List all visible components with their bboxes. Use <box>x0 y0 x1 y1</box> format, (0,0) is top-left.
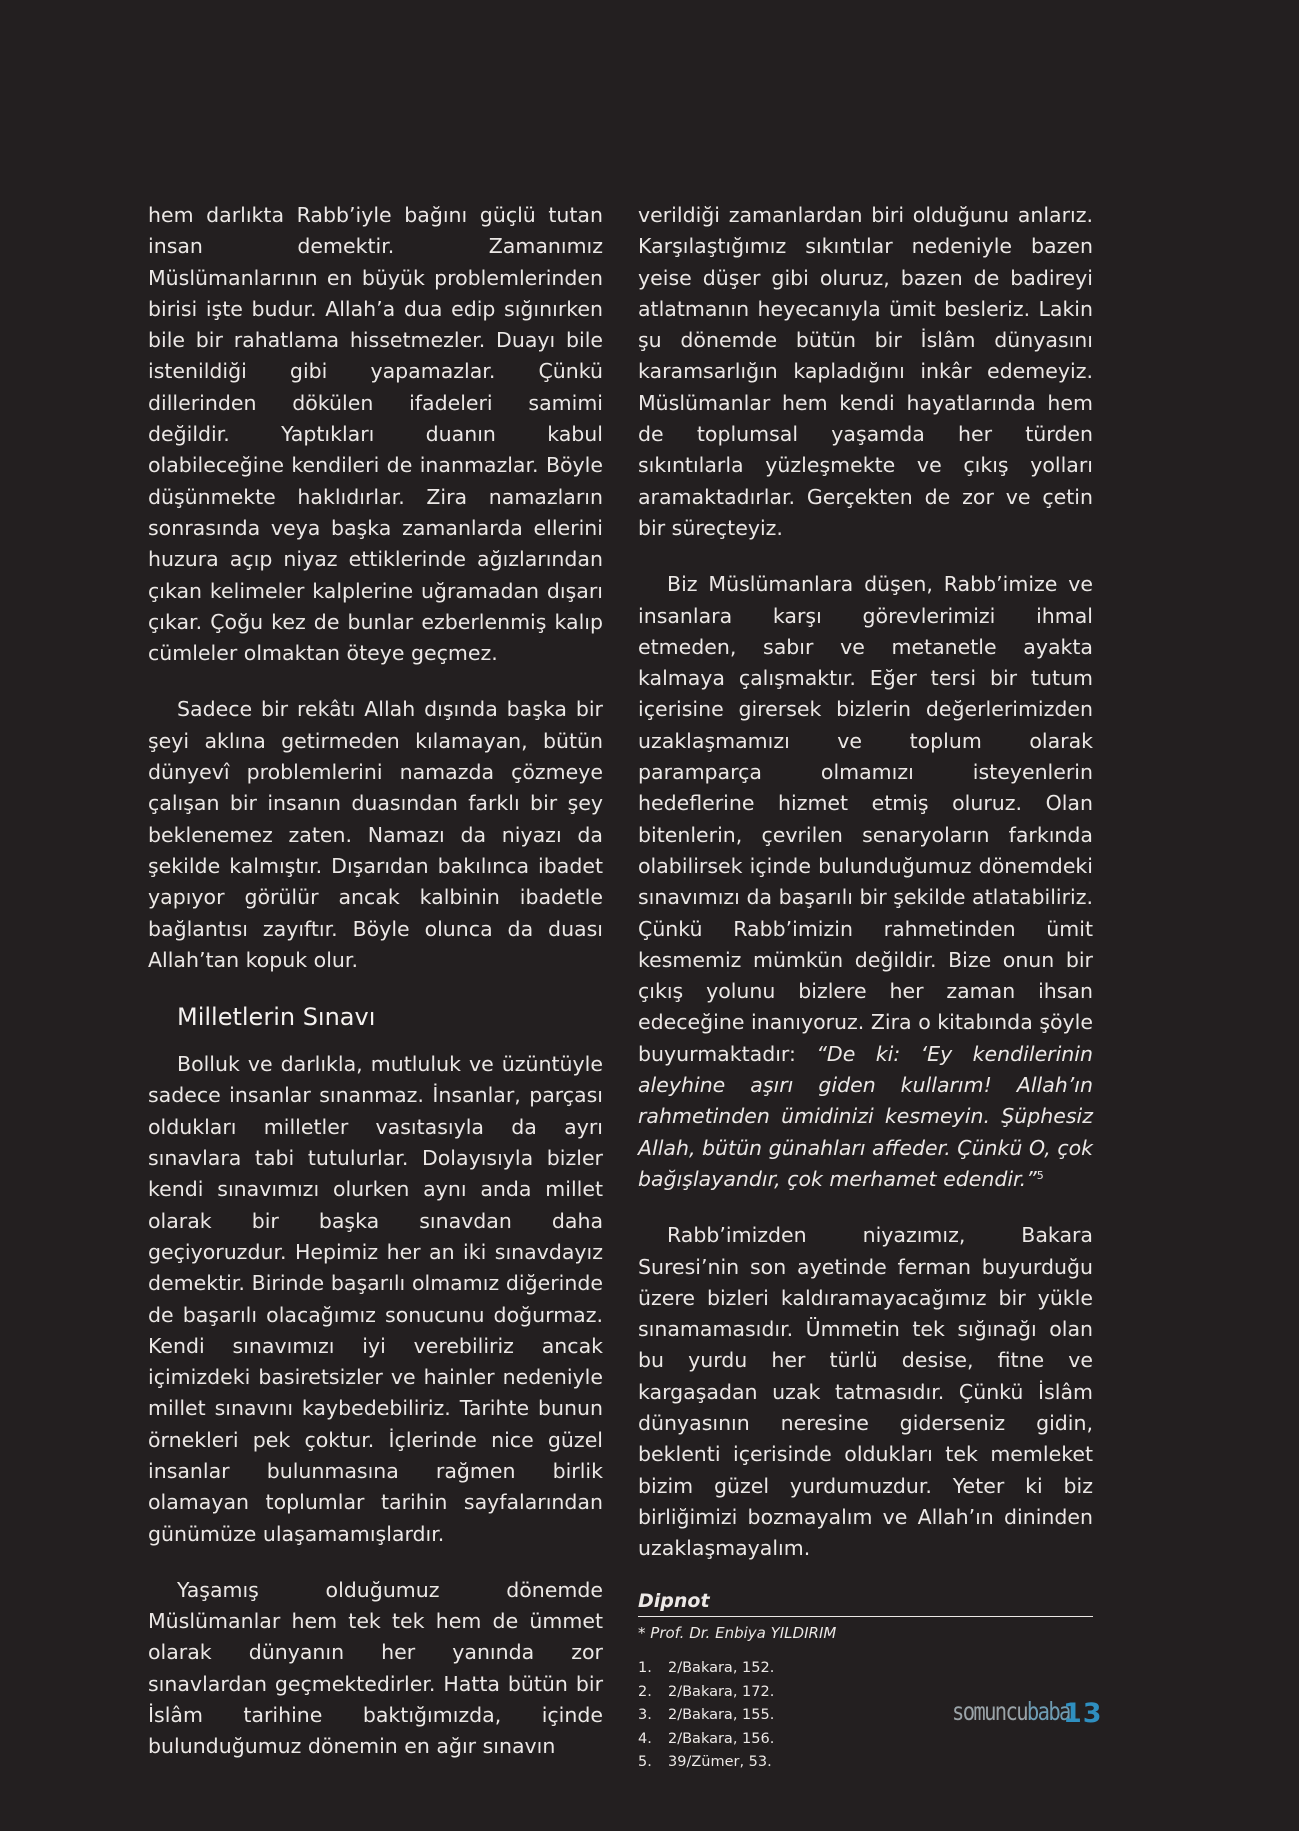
footnote-item <box>638 1728 1093 1752</box>
brand-part-1: somuncu <box>952 1697 1027 1726</box>
footnote-number: 2. <box>638 1683 652 1700</box>
author-note: * Prof. Dr. Enbiya YILDIRIM <box>638 1624 837 1643</box>
footnote-text: 2/Bakara, 156. <box>668 1730 775 1747</box>
footnotes <box>638 1587 1093 1775</box>
paragraph-text: Biz Müslümanlara düşen, Rabb’imize ve insanlara karşı görevlerimizi ihmal etmeden, sabır ve metanetle ayakta kalmaya çalışmaktır. Eğer tersi bir tutum içerisine girersek bizlerin değerlerimizden uzaklaşmamızı ve toplum olarak paramparça olmamızı isteyenlerin hedeflerine hizmet etmiş oluruz. Olan bitenlerin, çevrilen senaryoların farkında olabilirsek içinde bulunduğumuz dönemdeki sınavımızı da başarılı bir şekilde atlatabiliriz. Çünkü Rabb’imizin rahmetinden ümit kesmemiz mümkün değildir. Bize onun bir çıkış yolunu bizlere her zaman ihsan edeceğine inanıyoruz. Zira o kitabında şöyle buyurmaktadır: <box>638 572 1093 1066</box>
brand-part-2: baba <box>1026 1697 1070 1726</box>
paragraph: Yaşamış olduğumuz dönemde Müslümanlar hem tek tek hem de ümmet olarak dünyanın her yanında zor sınavlardan geçmektedirler. Hatta bütün bir İslâm tarihine baktığımızda, içinde bulunduğumuz dönemin en ağır sınavın <box>148 1577 603 1759</box>
quran-quote: “De ki: ‘Ey kendilerinin aleyhine aşırı giden kullarım! Allah’ın rahmetinden ümidinizi kesmeyin. Şüphesiz Allah, bütün günahları affeder. Çünkü O, çok bağışlayandır, çok merhamet edendir.” <box>638 1041 1093 1191</box>
paragraph: verildiği zamanlardan biri olduğunu anlarız. Karşılaştığımız sıkıntılar nedeniyle bazen yeise düşer gibi oluruz, bazen de badireyi atlatmanın heyecanıyla ümit besleriz. Lakin şu dönemde bütün bir İslâm dünyasını karamsarlığın kapladığını inkâr edemeyiz. Müslümanlar hem kendi hayatlarında hem de toplumsal yaşamda her türden sıkıntılarla yüzleşmekte ve çıkış yolları aramaktadırlar. Gerçekten de zor ve çetin bir süreçteyiz. <box>638 203 1093 540</box>
footnote-number: 3. <box>638 1707 652 1724</box>
footnote-text: 39/Zümer, 53. <box>668 1754 772 1771</box>
footnotes-title: Dipnot <box>638 1587 1093 1617</box>
paragraph: hem darlıkta Rabb’iyle bağını güçlü tutan insan demektir. Zamanımız Müslümanlarının en büyük problemlerinden birisi işte budur. Allah’a dua edip sığınırken bile bir rahatlama hissetmezler. Duayı bile istenildiği gibi yapamazlar. Çünkü dillerinden dökülen ifadeleri samimi değildir. Yaptıkları duanın kabul olabileceğine kendileri de inanmazlar. Böyle düşünmekte haklıdırlar. Zira namazların sonrasında veya başka zamanlarda ellerini huzura açıp niyaz ettiklerinde ağızlarından çıkan kelimeler kalplerine uğramadan dışarı çıkar. Çoğu kez de bunlar ezberlenmiş kalıp cümleler olmaktan öteye geçmez. <box>148 203 603 666</box>
magazine-brand <box>952 1697 1070 1726</box>
footnote-number: 5. <box>638 1754 652 1771</box>
right-column <box>638 200 1093 1775</box>
footnote-item <box>638 1657 1093 1681</box>
section-heading: Milletlerin Sınavı <box>177 1003 376 1032</box>
page-number: 13 <box>1063 1698 1103 1729</box>
paragraph: Bolluk ve darlıkla, mutluluk ve üzüntüyle sadece insanlar sınanmaz. İnsanlar, parçası oldukları milletler vasıtasıyla da ayrı sınavlara tabi tutulurlar. Dolayısıyla bizler kendi sınavımızı olurken aynı anda millet olarak bir başka sınavdan daha geçiyoruzdur. Hepimiz her an iki sınavdayız demektir. Birinde başarılı olmamız diğerinde de başarılı olacağımız sonucunu doğurmaz. Kendi sınavımızı iyi verebiliriz ancak içimizdeki basiretsizler ve hainler nedeniyle millet sınavını kaybedebiliriz. Tarihte bunun örnekleri pek çoktur. İçlerinde nice güzel insanlar bulunmasına rağmen birlik olamayan toplumlar tarihin sayfalarından günümüze ulaşamamışlardır. <box>148 1052 603 1546</box>
footnote-number: 4. <box>638 1730 652 1747</box>
footnote-text: 2/Bakara, 155. <box>668 1707 775 1724</box>
paragraph: Rabb’imizden niyazımız, Bakara Suresi’nin son ayetinde ferman buyurduğu üzere bizleri kaldıramayacağımız bir yükle sınamamasıdır. Ümmetin tek sığınağı olan bu yurdu her türlü desise, fitne ve kargaşadan uzak tatmasıdır. Çünkü İslâm dünyasının neresine giderseniz gidin, beklenti içerisinde oldukları tek memleket bizim güzel yurdumuzdur. Yeter ki biz birliğimizi bozmayalım ve Allah’ın dininden uzaklaşmayalım. <box>638 1223 1093 1561</box>
paragraph <box>638 569 1093 1195</box>
paragraph: Sadece bir rekâtı Allah dışında başka bir şeyi aklına getirmeden kılamayan, bütün dünyevî problemlerini namazda çözmeye çalışan bir insanın duasından farklı bir şey beklenemez zaten. Namazı da niyazı da şekilde kalmıştır. Dışarıdan bakılınca ibadet yapıyor görülür ancak kalbinin ibadetle bağlantısı zayıftır. Böyle olunca da duası Allah’tan kopuk olur. <box>148 697 603 972</box>
footnote-number: 1. <box>638 1660 652 1677</box>
footnote-text: 2/Bakara, 152. <box>668 1660 775 1677</box>
footnote-item <box>638 1751 1093 1775</box>
footnote-text: 2/Bakara, 172. <box>668 1683 775 1700</box>
left-column <box>148 200 603 1788</box>
footnote-reference: 5 <box>1036 1168 1044 1182</box>
